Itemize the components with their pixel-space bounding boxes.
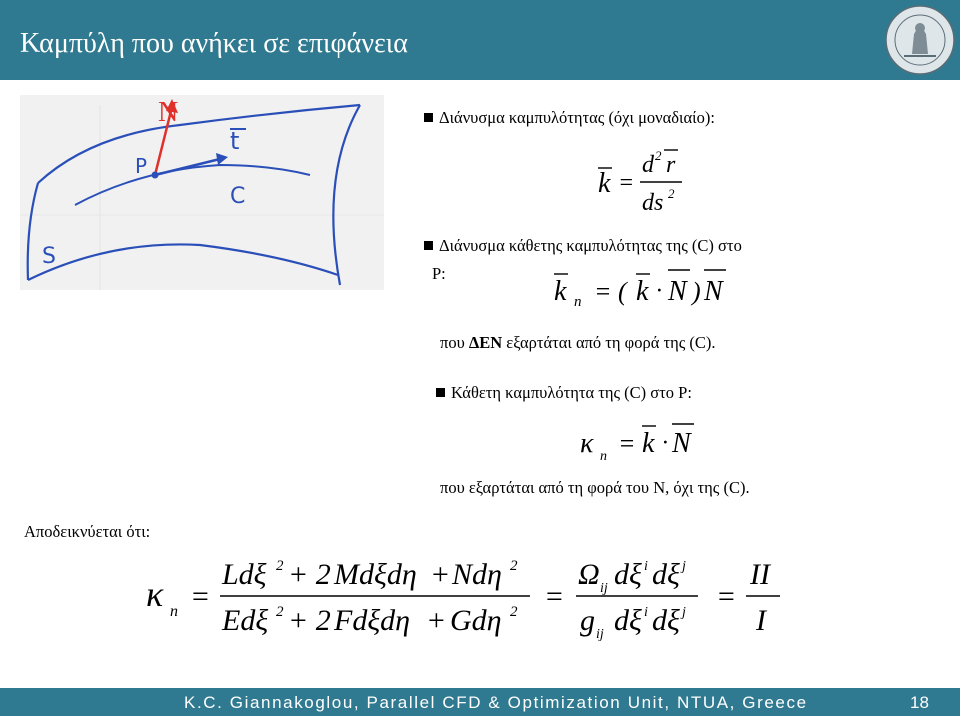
formula-normal-curvature-vector	[552, 262, 742, 312]
svg-text:): )	[692, 277, 701, 306]
surface-label: S	[42, 244, 56, 269]
svg-text:Gdη: Gdη	[450, 604, 502, 637]
svg-text:n: n	[170, 603, 178, 620]
svg-text:2: 2	[655, 148, 662, 163]
svg-text:i: i	[644, 605, 648, 620]
svg-text:k: k	[554, 276, 567, 307]
svg-text:2: 2	[510, 558, 518, 574]
svg-text:j: j	[682, 605, 686, 620]
svg-text:g: g	[580, 604, 595, 637]
svg-text:= (: = (	[594, 277, 627, 306]
formula-normal-curvature-fundamental-forms	[140, 548, 800, 648]
svg-text:dξ: dξ	[614, 604, 642, 637]
svg-text:d: d	[642, 152, 654, 178]
svg-text:j: j	[682, 559, 686, 574]
svg-text:+ 2: + 2	[288, 558, 331, 591]
svg-text:N: N	[704, 276, 723, 307]
svg-text:Ω: Ω	[578, 558, 600, 591]
surface-sketch	[20, 95, 384, 290]
svg-text:Fdξdη: Fdξdη	[334, 604, 411, 637]
svg-text:Mdξdη: Mdξdη	[334, 558, 417, 591]
svg-text:r: r	[666, 152, 676, 178]
svg-text:dξ: dξ	[652, 604, 680, 637]
svg-text:I: I	[756, 604, 766, 637]
svg-text:2: 2	[276, 558, 284, 574]
bullet-icon	[436, 388, 445, 397]
svg-text:=: =	[716, 580, 737, 613]
bullet-icon	[424, 113, 433, 122]
formula-normal-curvature	[578, 420, 708, 466]
svg-text:2: 2	[276, 604, 284, 620]
svg-text:k: k	[636, 276, 649, 307]
svg-text:·: ·	[662, 430, 668, 456]
note-depends-on-normal: που εξαρτάται από τη φορά του N, όχι της (C).	[440, 478, 750, 497]
svg-text:k: k	[598, 168, 611, 199]
svg-text:N: N	[672, 428, 691, 459]
svg-text:ij: ij	[596, 627, 604, 642]
bullet-curvature-vector: Διάνυσμα καμπυλότητας (όχι μοναδιαίο):	[424, 108, 715, 128]
svg-text:dξ: dξ	[614, 558, 642, 591]
proof-label: Αποδεικνύεται ότι:	[24, 522, 151, 541]
svg-text:+: +	[426, 604, 447, 637]
svg-text:κ: κ	[146, 574, 164, 614]
normal-label: N	[158, 97, 179, 128]
curve-label: C	[230, 184, 246, 209]
footer-bar	[0, 688, 960, 716]
footer-credit: K.C. Giannakoglou, Parallel CFD & Optimization Unit, NTUA, Greece	[184, 693, 808, 712]
svg-text:=: =	[544, 580, 565, 613]
svg-text:+ 2: + 2	[288, 604, 331, 637]
svg-text:Edξ: Edξ	[222, 604, 269, 637]
page-number: 18	[910, 693, 929, 712]
note-independent-of-direction: που ΔΕΝ εξαρτάται από τη φορά της (C).	[440, 333, 716, 352]
svg-text:dξ: dξ	[652, 558, 680, 591]
tangent-label: t	[230, 127, 240, 155]
svg-text:κ: κ	[580, 428, 594, 459]
title-bar	[0, 0, 960, 80]
svg-text:+: +	[430, 558, 451, 591]
svg-text:Ldξ: Ldξ	[222, 558, 267, 591]
svg-text:Ndη: Ndη	[452, 558, 502, 591]
bullet-normal-curvature: Κάθετη καμπυλότητα της (C) στο P:	[436, 383, 692, 403]
svg-text:n: n	[600, 449, 607, 464]
svg-text:n: n	[574, 294, 582, 310]
bullet-normal-curvature-vector-cont: P:	[432, 264, 446, 283]
svg-text:k: k	[642, 428, 655, 459]
svg-text:=: =	[618, 429, 636, 458]
point-label: P	[135, 154, 148, 178]
ntua-logo-icon	[884, 4, 956, 76]
bullet-icon	[424, 241, 433, 250]
svg-text:ds: ds	[642, 190, 664, 216]
svg-text:·: ·	[656, 278, 662, 304]
svg-text:ij: ij	[600, 581, 608, 596]
svg-text:II: II	[750, 558, 770, 591]
slide-title: Καμπύλη που ανήκει σε επιφάνεια	[20, 28, 408, 59]
formula-curvature-vector	[594, 142, 694, 220]
svg-text:=: =	[618, 170, 635, 196]
svg-text:i: i	[644, 559, 648, 574]
bullet-normal-curvature-vector: Διάνυσμα κάθετης καμπυλότητας της (C) στο	[424, 236, 742, 256]
svg-text:2: 2	[510, 604, 518, 620]
svg-text:=: =	[190, 580, 211, 613]
svg-text:N: N	[668, 276, 687, 307]
svg-text:2: 2	[668, 186, 675, 201]
